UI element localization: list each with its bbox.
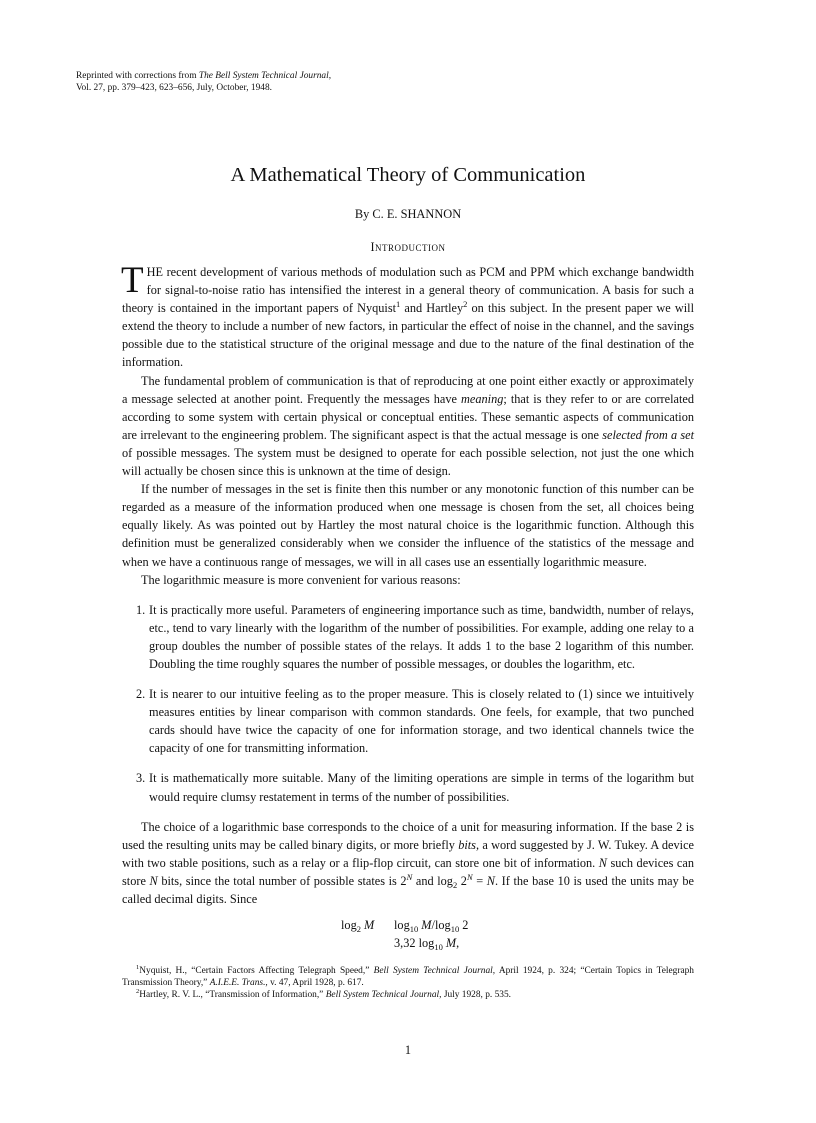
reprint-line-1: Reprinted with corrections from The Bell System Technical Journal, [76, 71, 332, 81]
equation-lhs: $\log_2 M$ [341, 918, 375, 934]
paper-title: A Mathematical Theory of Communication [230, 164, 586, 186]
paragraph-base: The choice of a logarithmic base corresponds to the choice of a unit for measuring information. If the base 2 is used the resulting units may be called binary digits, or more briefly bits, a word suggested by J. W. Tukey. A device with two stable positions, such as a relay or a flip-flop circuit, can store one bit of information. N such devices can store N bits, since the total number of possible states is $2^N$ and $\log_2 2^N = N$. If the base 10 is used the units may be called decimal digits. Since [122, 819, 695, 906]
equation-row-1 [341, 916, 541, 934]
list-item: 3. It is mathematically more suitable. Many of the limiting operations are simple in terms of the logarithm but would require clumsy restatement in terms of the number of possibilities. [136, 771, 694, 804]
body-text [121, 260, 695, 908]
equation-rhs-1: $\log_{10} M/\log_{10}$ 2 [394, 918, 469, 934]
list-item: 1. It is practically more useful. Parameters of engineering importance such as time, bandwidth, number of relays, etc., tend to vary linearly with the logarithm of the number of possibilities. For example, adding one relay to a group doubles the number of possible states of the relays. It adds 1 to the base 2 logarithm of this number. Doubling the time roughly squares the number of possible messages, or doubles the logarithm, etc. [136, 602, 694, 671]
drop-cap: T [121, 260, 144, 301]
paragraph-problem: The fundamental problem of communication is that of reproducing at one point either exactly or approximately a message selected at another point. Frequently the messages have meaning; that is they refer to or are correlated according to some system with certain physical or conceptual entities. These semantic aspects of communication are irrelevant to the engineering problem. The significant aspect is that the actual message is one selected from a set of possible messages. The system must be designed to operate for each possible selection, not just the one which will actually be chosen since this is unknown at the time of design. [122, 373, 695, 479]
paragraph-reasons-intro: The logarithmic measure is more convenient for various reasons: [141, 572, 461, 587]
footnote-1: $^1$Nyquist, H., “Certain Factors Affecting Telegraph Speed,” Bell System Technical Journal, April 1924, p. 324; “Certain Topics in Telegraph Transmission Theory,” A.I.E.E. Trans., v. 47, April 1928, p. 617. [122, 964, 694, 988]
reprint-line-2: Vol. 27, pp. 379–423, 623–656, July, October, 1948. [76, 83, 272, 93]
page-number: 1 [404, 1043, 412, 1057]
reasons-list [122, 601, 694, 806]
reprint-notice [76, 70, 476, 94]
author-byline: By C. E. SHANNON [354, 207, 462, 221]
section-heading: Introduction [370, 240, 446, 254]
equation-rhs-2: 3,32 $\log_{10} M$, [394, 936, 460, 952]
footnote-ref-1: 1 [396, 299, 401, 310]
equation-row-2 [341, 934, 541, 952]
reprint-journal: The Bell System Technical Journal, [198, 71, 332, 81]
paragraph-measure: If the number of messages in the set is finite then this number or any monotonic function of this number can be regarded as a measure of the information produced when one message is chosen from the set, all choices being equally likely. As was pointed out by Hartley the most natural choice is the logarithmic function. Although this definition must be generalized considerably when we consider the influence of the statistics of the message and when we have a continuous range of messages, we will in all cases use an essentially logarithmic measure. [122, 482, 694, 569]
footnotes [122, 965, 694, 1001]
list-item: 2. It is nearer to our intuitive feeling as to the proper measure. This is closely related to (1) since we intuitively measures entities by linear comparison with common standards. One feels, for example, that two punched cards should have twice the capacity of one for information storage, and two identical channels twice the capacity of one for transmitting information. [136, 687, 694, 756]
footnote-2: $^2$Hartley, R. V. L., “Transmission of Information,” Bell System Technical Journal, July 1928, p. 535. [136, 988, 512, 1000]
footnote-ref-2: 2 [463, 299, 468, 310]
equation [341, 916, 541, 952]
intro-paragraph: THE recent development of various methods of modulation such as PCM and PPM which exchange bandwidth for signal-to-noise ratio has intensified the interest in a general theory of communication. A basis for such a theory is contained in the important papers of Nyquist$^1$ and Hartley$^2$ on this subject. In the present paper we will extend the theory to include a number of new factors, in particular the effect of noise in the channel, and the savings possible due to the statistical structure of the original message and due to the nature of the final destination of the information. [121, 260, 694, 370]
